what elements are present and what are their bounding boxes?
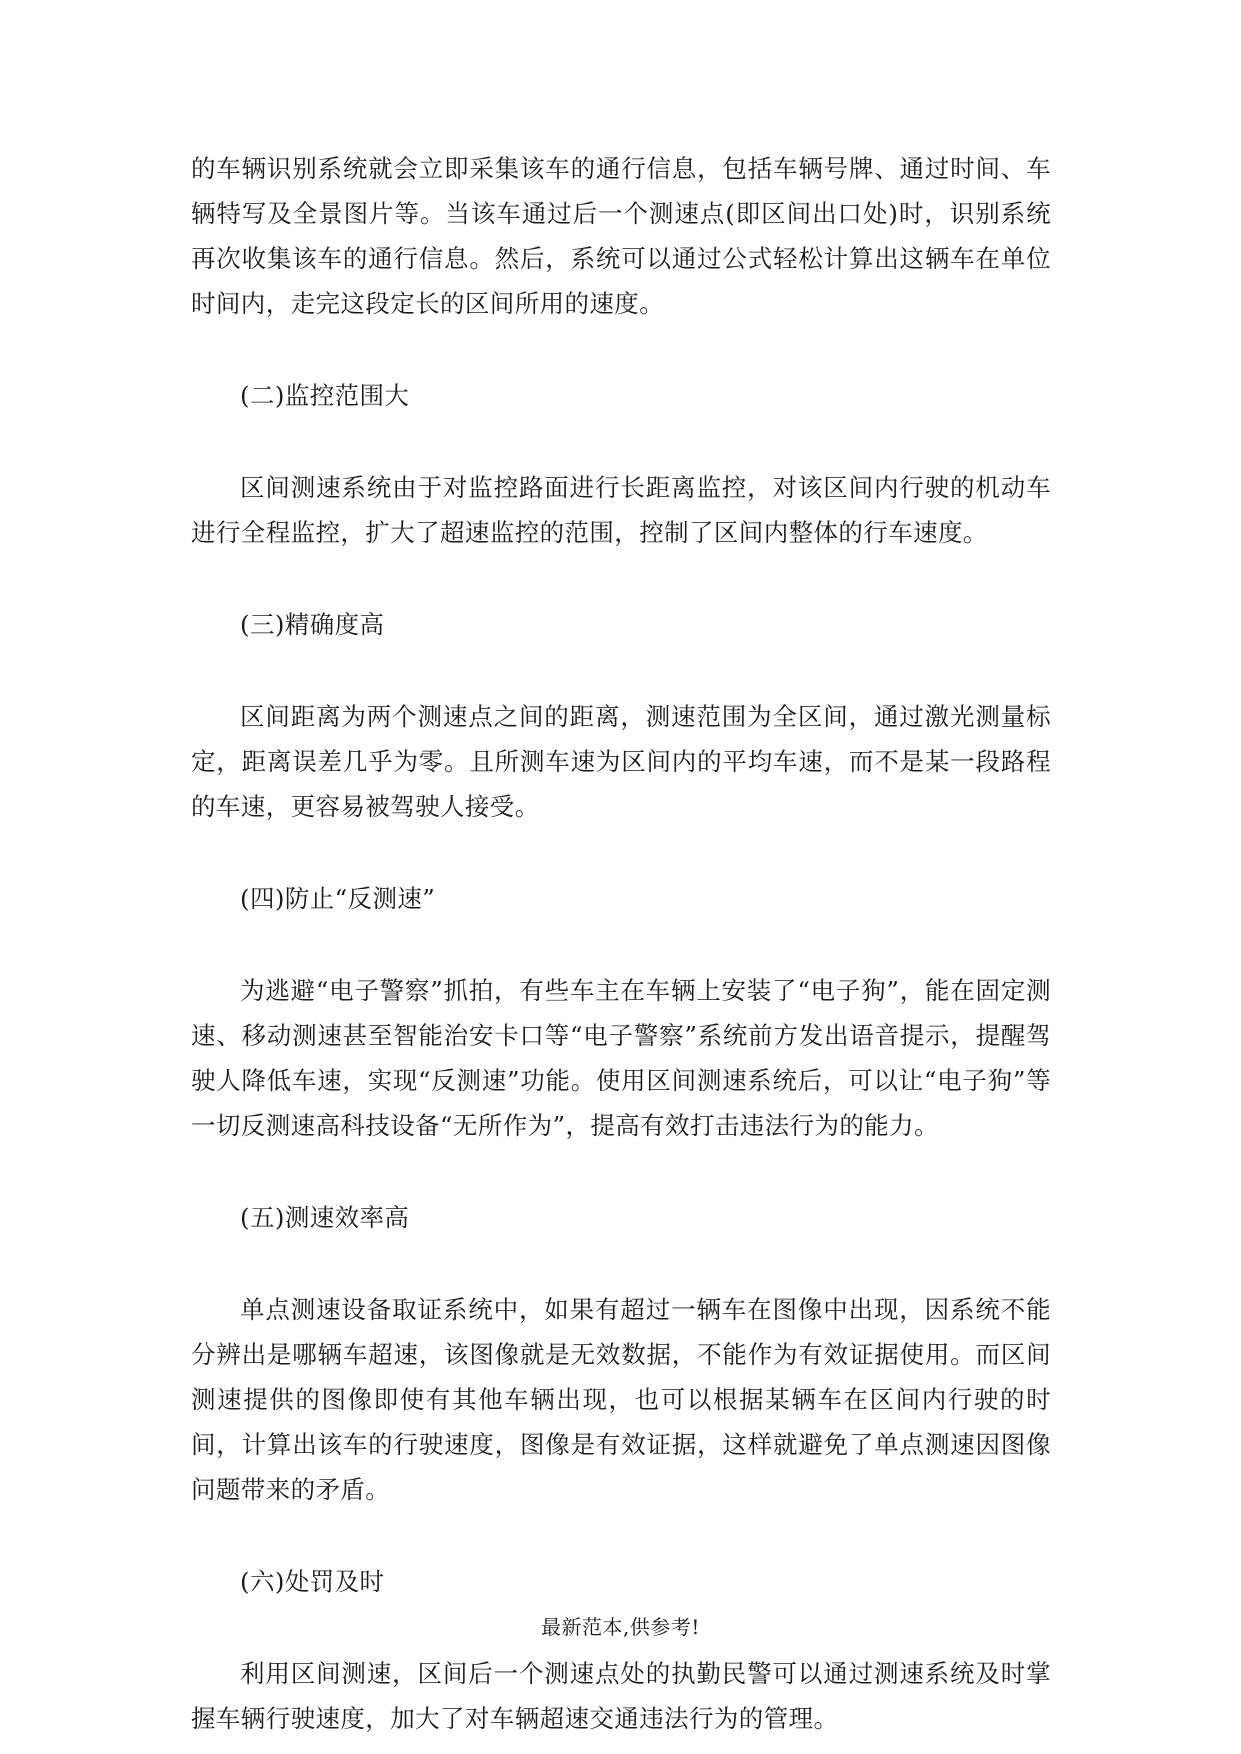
section-heading-monitoring-range: (二)监控范围大 [240,381,410,410]
paragraph-accuracy: 区间距离为两个测速点之间的距离，测速范围为全区间，通过激光测量标定，距离误差几乎为零。且所测车速为区间内的平均车速，而不是某一段路程的车速，更容易被驾驶人接受。 [191,702,1051,821]
paragraph-anti-detection: 为逃避“电子警察”抓拍，有些车主在车辆上安装了“电子狗”，能在固定测速、移动测速甚至智能治安卡口等“电子警察”系统前方发出语音提示，提醒驾驶人降低车速，实现“反测速”功能。使用区间测速系统后，可以让“电子狗”等一切反测速高科技设备“无所作为”，提高有效打击违法行为的能力。 [191,976,1051,1140]
paragraph-timely-penalty: 利用区间测速，区间后一个测速点处的执勤民警可以通过测速系统及时掌握车辆行驶速度，加大了对车辆超速交通违法行为的管理。 [191,1659,1051,1733]
section-heading-timely-penalty: (六)处罚及时 [240,1567,385,1596]
page-footer: 最新范本,供参考! [541,1615,700,1639]
paragraph-monitoring-range: 区间测速系统由于对监控路面进行长距离监控，对该区间内行驶的机动车进行全程监控，扩大了超速监控的范围，控制了区间内整体的行车速度。 [191,473,1051,547]
paragraph-efficiency: 单点测速设备取证系统中，如果有超过一辆车在图像中出现，因系统不能分辨出是哪辆车超速，该图像就是无效数据，不能作为有效证据使用。而区间测速提供的图像即使有其他车辆出现，也可以根据某辆车在区间内行驶的时间，计算出该车的行驶速度，图像是有效证据，这样就避免了单点测速因图像问题带来的矛盾。 [191,1295,1051,1504]
section-heading-efficiency: (五)测速效率高 [240,1203,410,1232]
section-heading-accuracy: (三)精确度高 [240,610,385,639]
section-heading-anti-detection: (四)防止“反测速” [240,884,436,913]
document-body [191,146,1051,1741]
paragraph-continuation: 的车辆识别系统就会立即采集该车的通行信息，包括车辆号牌、通过时间、车辆特写及全景图片等。当该车通过后一个测速点(即区间出口处)时，识别系统再次收集该车的通行信息。然后，系统可以通过公式轻松计算出这辆车在单位时间内，走完这段定长的区间所用的速度。 [191,154,1051,318]
